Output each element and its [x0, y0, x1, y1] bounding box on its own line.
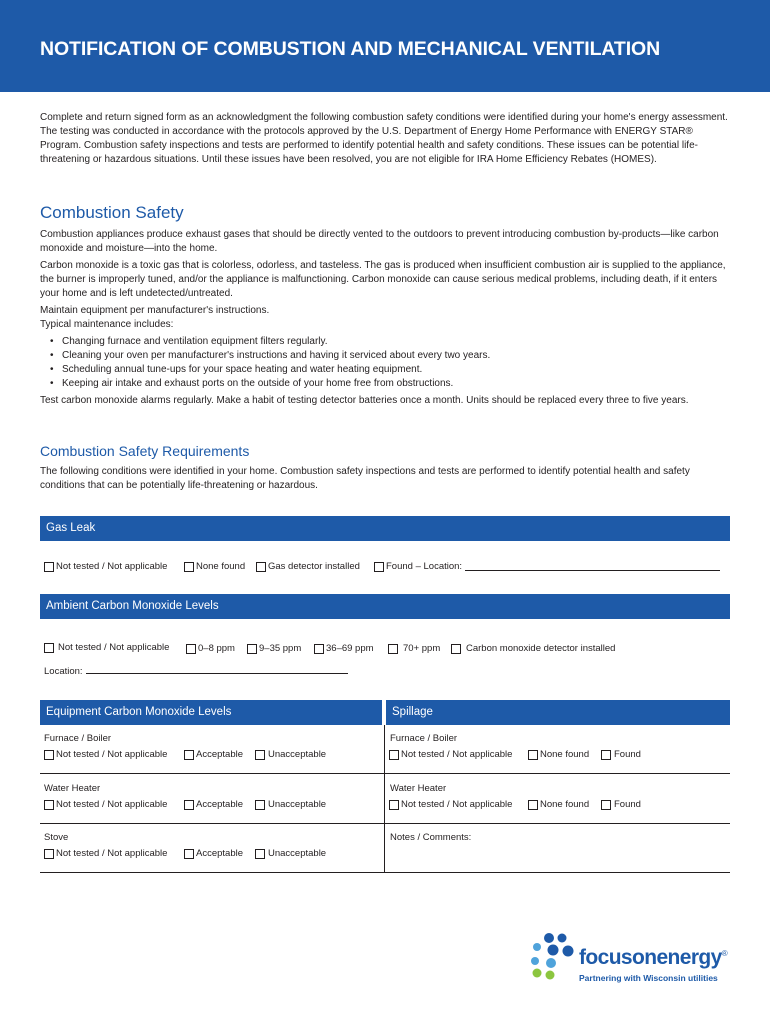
requirements-text: The following conditions were identified in your home. Combustion safety inspections and tests are performed to identify potential health and safety conditions that can be potentially life-threatening or hazardous. [40, 466, 690, 491]
equipment-water-heater-acceptable-option[interactable]: Acceptable [184, 799, 243, 810]
combustion-p3: Maintain equipment per manufacturer's instructions. [40, 305, 270, 316]
checkbox[interactable] [184, 800, 194, 810]
spillage-furnace-not-tested-option[interactable]: Not tested / Not applicable [389, 749, 512, 760]
notes-comments-label: Notes / Comments: [390, 832, 472, 843]
checkbox[interactable] [184, 562, 194, 572]
requirements-heading: Combustion Safety Requirements [40, 443, 250, 459]
checkbox[interactable] [389, 750, 399, 760]
checkbox[interactable] [44, 562, 54, 572]
equipment-stove-acceptable-option[interactable]: Acceptable [184, 848, 243, 859]
ambient-0-8-option[interactable]: 0–8 ppm [186, 643, 235, 654]
maintenance-list [50, 335, 490, 391]
gas-leak-location-field[interactable] [465, 562, 720, 571]
list-item: • Scheduling annual tune-ups for your space heating and water heating equipment. [50, 363, 490, 377]
logo-dot [533, 943, 541, 951]
equipment-water-heater-label: Water Heater [44, 783, 101, 794]
logo-dot [546, 971, 555, 980]
logo-dot [531, 957, 539, 965]
list-item: • Cleaning your oven per manufacturer's instructions and having it serviced about every two years. [50, 349, 490, 363]
ambient-co-bar: Ambient Carbon Monoxide Levels [40, 594, 730, 619]
checkbox[interactable] [255, 750, 265, 760]
ambient-location-row [44, 665, 348, 677]
gas-leak-none-found-option[interactable]: None found [184, 561, 245, 572]
logo-dot [546, 958, 556, 968]
page-title: NOTIFICATION OF COMBUSTION AND MECHANICAL VENTILATION [40, 38, 661, 60]
checkbox[interactable] [255, 849, 265, 859]
equipment-stove-unacceptable-option[interactable]: Unacceptable [255, 848, 326, 859]
spillage-bar: Spillage [386, 700, 730, 725]
checkbox[interactable] [374, 562, 384, 572]
list-item: • Keeping air intake and exhaust ports on the outside of your home free from obstructions. [50, 377, 490, 391]
checkbox[interactable] [186, 644, 196, 654]
notes-comments-field[interactable] [390, 846, 726, 870]
ambient-location-field[interactable] [86, 665, 348, 674]
gas-leak-bar: Gas Leak [40, 516, 730, 541]
ambient-not-tested-option[interactable]: Not tested / Not applicable [44, 642, 169, 653]
checkbox[interactable] [528, 750, 538, 760]
row-divider [40, 872, 730, 873]
equipment-stove-not-tested-option[interactable]: Not tested / Not applicable [44, 848, 167, 859]
ambient-36-69-option[interactable]: 36–69 ppm [314, 643, 374, 654]
checkbox[interactable] [601, 750, 611, 760]
equipment-co-bar: Equipment Carbon Monoxide Levels [40, 700, 382, 725]
spillage-water-heater-none-found-option[interactable]: None found [528, 799, 589, 810]
checkbox[interactable] [314, 644, 324, 654]
combustion-p4: Typical maintenance includes: [40, 319, 174, 330]
checkbox[interactable] [44, 750, 54, 760]
header-banner [0, 0, 770, 92]
spillage-water-heater-found-option[interactable]: Found [601, 799, 641, 810]
row-divider [40, 823, 730, 824]
equipment-furnace-unacceptable-option[interactable]: Unacceptable [255, 749, 326, 760]
logo-wordmark: focusonenergy® [579, 946, 728, 969]
ambient-70-plus-option[interactable]: 70+ ppm [388, 643, 440, 654]
equipment-water-heater-not-tested-option[interactable]: Not tested / Not applicable [44, 799, 167, 810]
spillage-furnace-found-option[interactable]: Found [601, 749, 641, 760]
intro-paragraph: Complete and return signed form as an acknowledgment the following combustion safety conditions were identified during your home's energy assessment. The testing was conducted in accordance with the protocols approved by the U.S. Department of Energy Home Performance with ENERGY STAR® Program. Combustion safety inspections and tests are performed to identify potential health and safety conditions. These issues can be potential life-threatening or hazardous situations. Until these issues have been resolved, you are not eligible for IRA Home Efficiency Rebates (HOMES). [40, 112, 728, 165]
equipment-furnace-acceptable-option[interactable]: Acceptable [184, 749, 243, 760]
focus-on-energy-logo-icon [528, 932, 578, 980]
spillage-water-heater-not-tested-option[interactable]: Not tested / Not applicable [389, 799, 512, 810]
combustion-p2: Carbon monoxide is a toxic gas that is colorless, odorless, and tasteless. The gas is produced when insufficient combustion air is supplied to the appliance, the burner is improperly tuned, and/or the appliance is malfunctioning. Carbon monoxide can cause serious medical problems, including death, if it enters your home and is left undetected/untreated. [40, 260, 726, 299]
logo-dot [544, 933, 554, 943]
spillage-furnace-none-found-option[interactable]: None found [528, 749, 589, 760]
checkbox[interactable] [44, 849, 54, 859]
logo-dot [558, 934, 567, 943]
checkbox[interactable] [247, 644, 257, 654]
checkbox[interactable] [528, 800, 538, 810]
spillage-water-heater-label: Water Heater [390, 783, 447, 794]
gas-detector-installed-option[interactable]: Gas detector installed [256, 561, 360, 572]
spillage-furnace-label: Furnace / Boiler [390, 733, 458, 744]
gas-leak-not-tested-option[interactable]: Not tested / Not applicable [44, 561, 167, 572]
checkbox[interactable] [388, 644, 398, 654]
gas-leak-found-option[interactable]: Found – Location: [374, 561, 720, 572]
equipment-stove-label: Stove [44, 832, 69, 843]
table-divider [384, 725, 385, 873]
checkbox[interactable] [451, 644, 461, 654]
checkbox[interactable] [184, 750, 194, 760]
checkbox[interactable] [389, 800, 399, 810]
equipment-water-heater-unacceptable-option[interactable]: Unacceptable [255, 799, 326, 810]
equipment-furnace-not-tested-option[interactable]: Not tested / Not applicable [44, 749, 167, 760]
combustion-safety-heading: Combustion Safety [40, 203, 184, 222]
list-item: • Changing furnace and ventilation equipment filters regularly. [50, 335, 490, 349]
combustion-p1: Combustion appliances produce exhaust gases that should be directly vented to the outdoors to prevent introducing combustion by-products—like carbon monoxide and moisture—into the home. [40, 229, 719, 254]
logo-dot [533, 969, 542, 978]
row-divider [40, 773, 730, 774]
checkbox[interactable] [255, 800, 265, 810]
checkbox[interactable] [184, 849, 194, 859]
checkbox[interactable] [44, 643, 54, 653]
combustion-p5: Test carbon monoxide alarms regularly. Make a habit of testing detector batteries once a month. Units should be replaced every three to five years. [40, 395, 689, 406]
logo-dot [548, 945, 559, 956]
checkbox[interactable] [256, 562, 266, 572]
co-detector-installed-option[interactable]: Carbon monoxide detector installed [451, 643, 615, 654]
equipment-furnace-label: Furnace / Boiler [44, 733, 112, 744]
checkbox[interactable] [601, 800, 611, 810]
ambient-location-label: Location: [44, 666, 83, 677]
logo-tagline: Partnering with Wisconsin utilities [579, 973, 718, 983]
logo-dot [563, 946, 574, 957]
checkbox[interactable] [44, 800, 54, 810]
ambient-9-35-option[interactable]: 9–35 ppm [247, 643, 301, 654]
